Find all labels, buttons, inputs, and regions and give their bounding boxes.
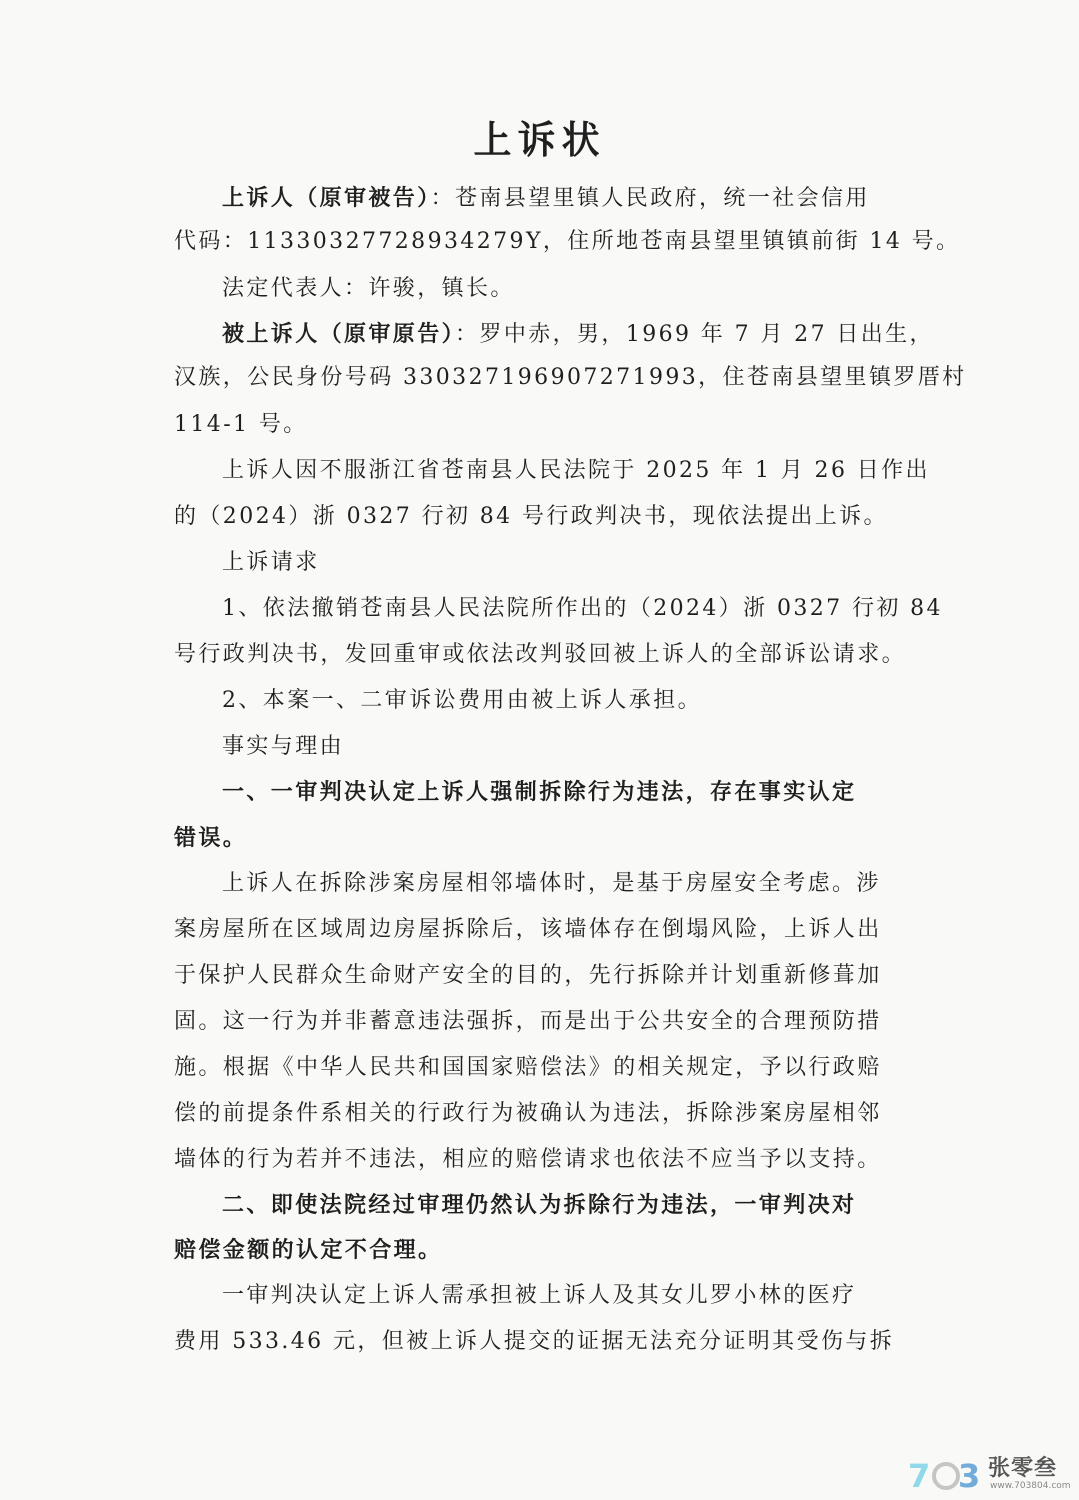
- point-1-para-line-5: 施。根据《中华人民共和国国家赔偿法》的相关规定，予以行政赔: [174, 1055, 882, 1080]
- watermark-name: 张零叁: [988, 1456, 1058, 1481]
- legal-representative-line: 法定代表人：许骏，镇长。: [222, 276, 515, 301]
- section-heading-requests: 上诉请求: [222, 550, 320, 575]
- request-2-line: 2、本案一、二审诉讼费用由被上诉人承担。: [222, 688, 702, 713]
- section-heading-facts: 事实与理由: [222, 734, 345, 759]
- point-2-heading-line-1: 二、即使法院经过审理仍然认为拆除行为违法，一审判决对: [222, 1192, 857, 1218]
- appellant-line-1: [222, 178, 870, 219]
- request-1-line-2: 号行政判决书，发回重审或依法改判驳回被上诉人的全部诉讼请求。: [174, 642, 907, 667]
- svg-text:7: 7: [908, 1457, 931, 1493]
- watermark: [906, 1452, 1076, 1498]
- watermark-logo-icon: [906, 1457, 986, 1493]
- appellant-text: ：苍南县望里镇人民政府，统一社会信用: [430, 186, 870, 211]
- appellee-line-2: 汉族，公民身份号码 330327196907271993，住苍南县望里镇罗厝村: [174, 365, 967, 390]
- point-1-para-line-6: 偿的前提条件系相关的行政行为被确认为违法，拆除涉案房屋相邻: [174, 1101, 882, 1126]
- intro-line-2: 的（2024）浙 0327 行初 84 号行政判决书，现依法提出上诉。: [174, 504, 888, 529]
- appellant-label: 上诉人（原审被告）: [222, 185, 431, 211]
- svg-text:3: 3: [958, 1457, 981, 1493]
- appellee-line-1: [222, 314, 934, 355]
- request-1-line-1: 1、依法撤销苍南县人民法院所作出的（2024）浙 0327 行初 84: [222, 596, 943, 621]
- point-1-para-line-2: 案房屋所在区域周边房屋拆除后，该墙体存在倒塌风险，上诉人出: [174, 917, 882, 942]
- point-2-para-line-1: 一审判决认定上诉人需承担被上诉人及其女儿罗小林的医疗: [222, 1283, 857, 1308]
- appellee-label: 被上诉人（原审原告）: [222, 321, 456, 347]
- intro-line-1: 上诉人因不服浙江省苍南县人民法院于 2025 年 1 月 26 日作出: [222, 458, 930, 483]
- point-1-heading-line-2: 错误。: [174, 825, 248, 851]
- point-1-para-line-4: 固。这一行为并非蓄意违法强拆，而是出于公共安全的合理预防措: [174, 1009, 882, 1034]
- point-1-para-line-7: 墙体的行为若并不违法，相应的赔偿请求也依法不应当予以支持。: [174, 1147, 882, 1172]
- point-2-heading-line-2: 赔偿金额的认定不合理。: [174, 1237, 443, 1263]
- point-1-para-line-1: 上诉人在拆除涉案房屋相邻墙体时，是基于房屋安全考虑。涉: [222, 871, 881, 896]
- document-title: 上诉状: [473, 117, 606, 162]
- point-1-heading-line-1: 一、一审判决认定上诉人强制拆除行为违法，存在事实认定: [222, 779, 857, 805]
- appellant-line-2: 代码：11330327728934279Y，住所地苍南县望里镇镇前街 14 号。: [174, 229, 961, 254]
- appellee-text: ：罗中赤，男，1969 年 7 月 27 日出生，: [455, 322, 934, 347]
- point-2-para-line-2: 费用 533.46 元，但被上诉人提交的证据无法充分证明其受伤与拆: [174, 1329, 895, 1354]
- watermark-url: www.703804.com: [990, 1481, 1071, 1491]
- appellee-line-3: 114-1 号。: [174, 412, 308, 437]
- point-1-para-line-3: 于保护人民群众生命财产安全的目的，先行拆除并计划重新修葺加: [174, 963, 882, 988]
